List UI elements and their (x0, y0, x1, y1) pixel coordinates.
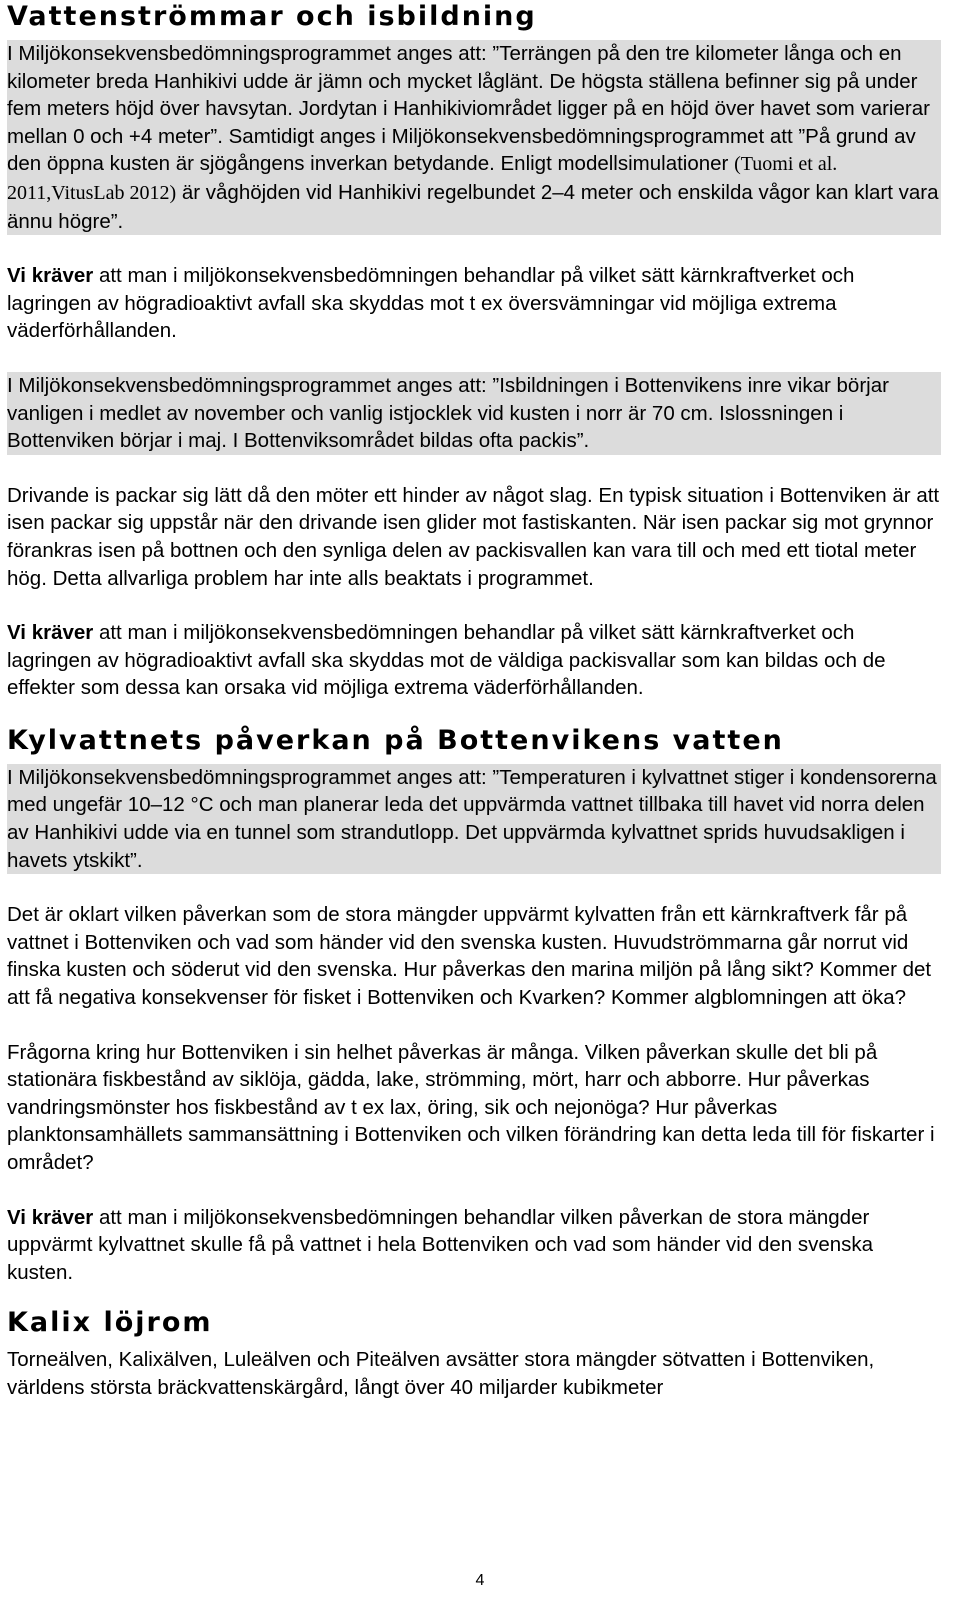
section-heading-kalix-lojrom: Kalix löjrom (7, 1307, 213, 1339)
paragraph-impact-unclear: Det är oklart vilken påverkan som de stora mängder uppvärmt kylvatten från ett kärnkraftverk får på vattnet i Bottenviken och vad som händer vid den svenska kusten. Huvudströmmarna går norrut vid finska kusten och söderut vid den svenska. Hur påverkas den marina miljön på lång sikt? Kommer det att få negativa konsekvenser för fisket i Bottenviken och Kvarken? Kommer algblomningen att öka? (7, 903, 932, 1010)
demand-lead: Vi kräver (7, 621, 94, 645)
section-heading-currents-ice: Vattenströmmar och isbildning (7, 1, 537, 32)
paragraph-rivers: Torneälven, Kalixälven, Luleälven och Piteälven avsätter stora mängder sötvatten i Bottenviken, världens största bräckvattenskärgård, långt över 40 miljarder kubikmeter (7, 1348, 875, 1399)
demand-paragraph-flooding: Vi kräver att man i miljökonsekvensbedömningen behandlar på vilket sätt kärnkraftverket och lagringen av högradioaktivt avfall ska skyddas mot t ex översvämningar vid möjliga extrema väderförhållanden. (7, 264, 855, 343)
paragraph-pack-ice: Drivande is packar sig lätt då den möter ett hinder av något slag. En typisk situation i Bottenviken är att isen packar sig uppstår när den drivande isen glider mot fastiskanten. När isen packar sig mot grynnor förankras isen på bottnen och den synliga delen av packisvallen kan vara till och med ett tiotal meter hög. Detta allvarliga problem har inte alls beaktats i programmet. (7, 483, 940, 590)
section-heading-cooling-water: Kylvattnets påverkan på Bottenvikens vatten (7, 724, 784, 756)
demand-paragraph-cooling-water: Vi kräver att man i miljökonsekvensbedömningen behandlar vilken påverkan de stora mängder uppvärmt kylvattnet skulle få på vattnet i hela Bottenviken och vad som händer vid den svenska kusten. (7, 1205, 874, 1284)
reference-citation: (Tuomi et al. 2011,VitusLab 2012) (7, 153, 838, 204)
quote-text: I Miljökonsekvensbedömningsprogrammet anges att: ”Terrängen på den tre kilometer långa och en kilometer breda Hanhikivi udde är jämn och mycket låglänt. De högsta ställena befinner sig på under fem meters höjd över havsytan. Jordytan i Hanhikiviområdet ligger på en höjd över havet som varierar mellan 0 och +4 meter”. Samtidigt anges i Miljökonsekvensbedömningsprogrammet att ”På grund av den öppna kusten är sjögångens inverkan betydande. Enligt modellsimulationer (7, 42, 930, 176)
paragraph-fish-questions: Frågorna kring hur Bottenviken i sin helhet påverkas är många. Vilken påverkan skulle det bli på stationära fiskbestånd av siklöja, gädda, lake, strömming, mört, harr och abborre. Hur påverkas vandringsmönster hos fiskbestånd av t ex lax, öring, sik och nejonöga? Hur påverkas planktonsamhällets sammansättning i Bottenviken och vilken förändring kan detta leda till för fiskarter i området? (7, 1040, 935, 1174)
document-page (7, 0, 941, 1402)
quote-block-terrain (7, 40, 941, 235)
quote-text-end: är våghöjden vid Hanhikivi regelbundet 2–4 meter och enskilda vågor kan klart vara ännu högre”. (7, 180, 939, 233)
demand-paragraph-pack-ice: Vi kräver att man i miljökonsekvensbedömningen behandlar på vilket sätt kärnkraftverket och lagringen av högradioaktivt avfall ska skyddas mot de väldiga packisvallar som kan bildas och de effekter som dessa kan orsaka vid möjliga extrema väderförhållanden. (7, 621, 886, 700)
demand-lead: Vi kräver (7, 264, 94, 288)
quote-block-cooling-water: I Miljökonsekvensbedömningsprogrammet anges att: ”Temperaturen i kylvattnet stiger i kondensorerna med ungefär 10–12 °C och man planerar leda det uppvärmda vattnet tillbaka till havet vid norra delen av Hanhikivi udde via en tunnel som strandutlopp. Det uppvärmda kylvattnet sprids huvudsakligen i havets ytskikt”. (7, 764, 941, 874)
quote-block-ice: I Miljökonsekvensbedömningsprogrammet anges att: ”Isbildningen i Bottenvikens inre vikar börjar vanligen i medlet av november och vanlig istjocklek vid kusten i norr är 70 cm. Islossningen i Bottenviken börjar i maj. I Bottenviksområdet bildas ofta packis”. (7, 372, 941, 455)
page-number: 4 (475, 1572, 485, 1589)
demand-lead: Vi kräver (7, 1205, 94, 1229)
